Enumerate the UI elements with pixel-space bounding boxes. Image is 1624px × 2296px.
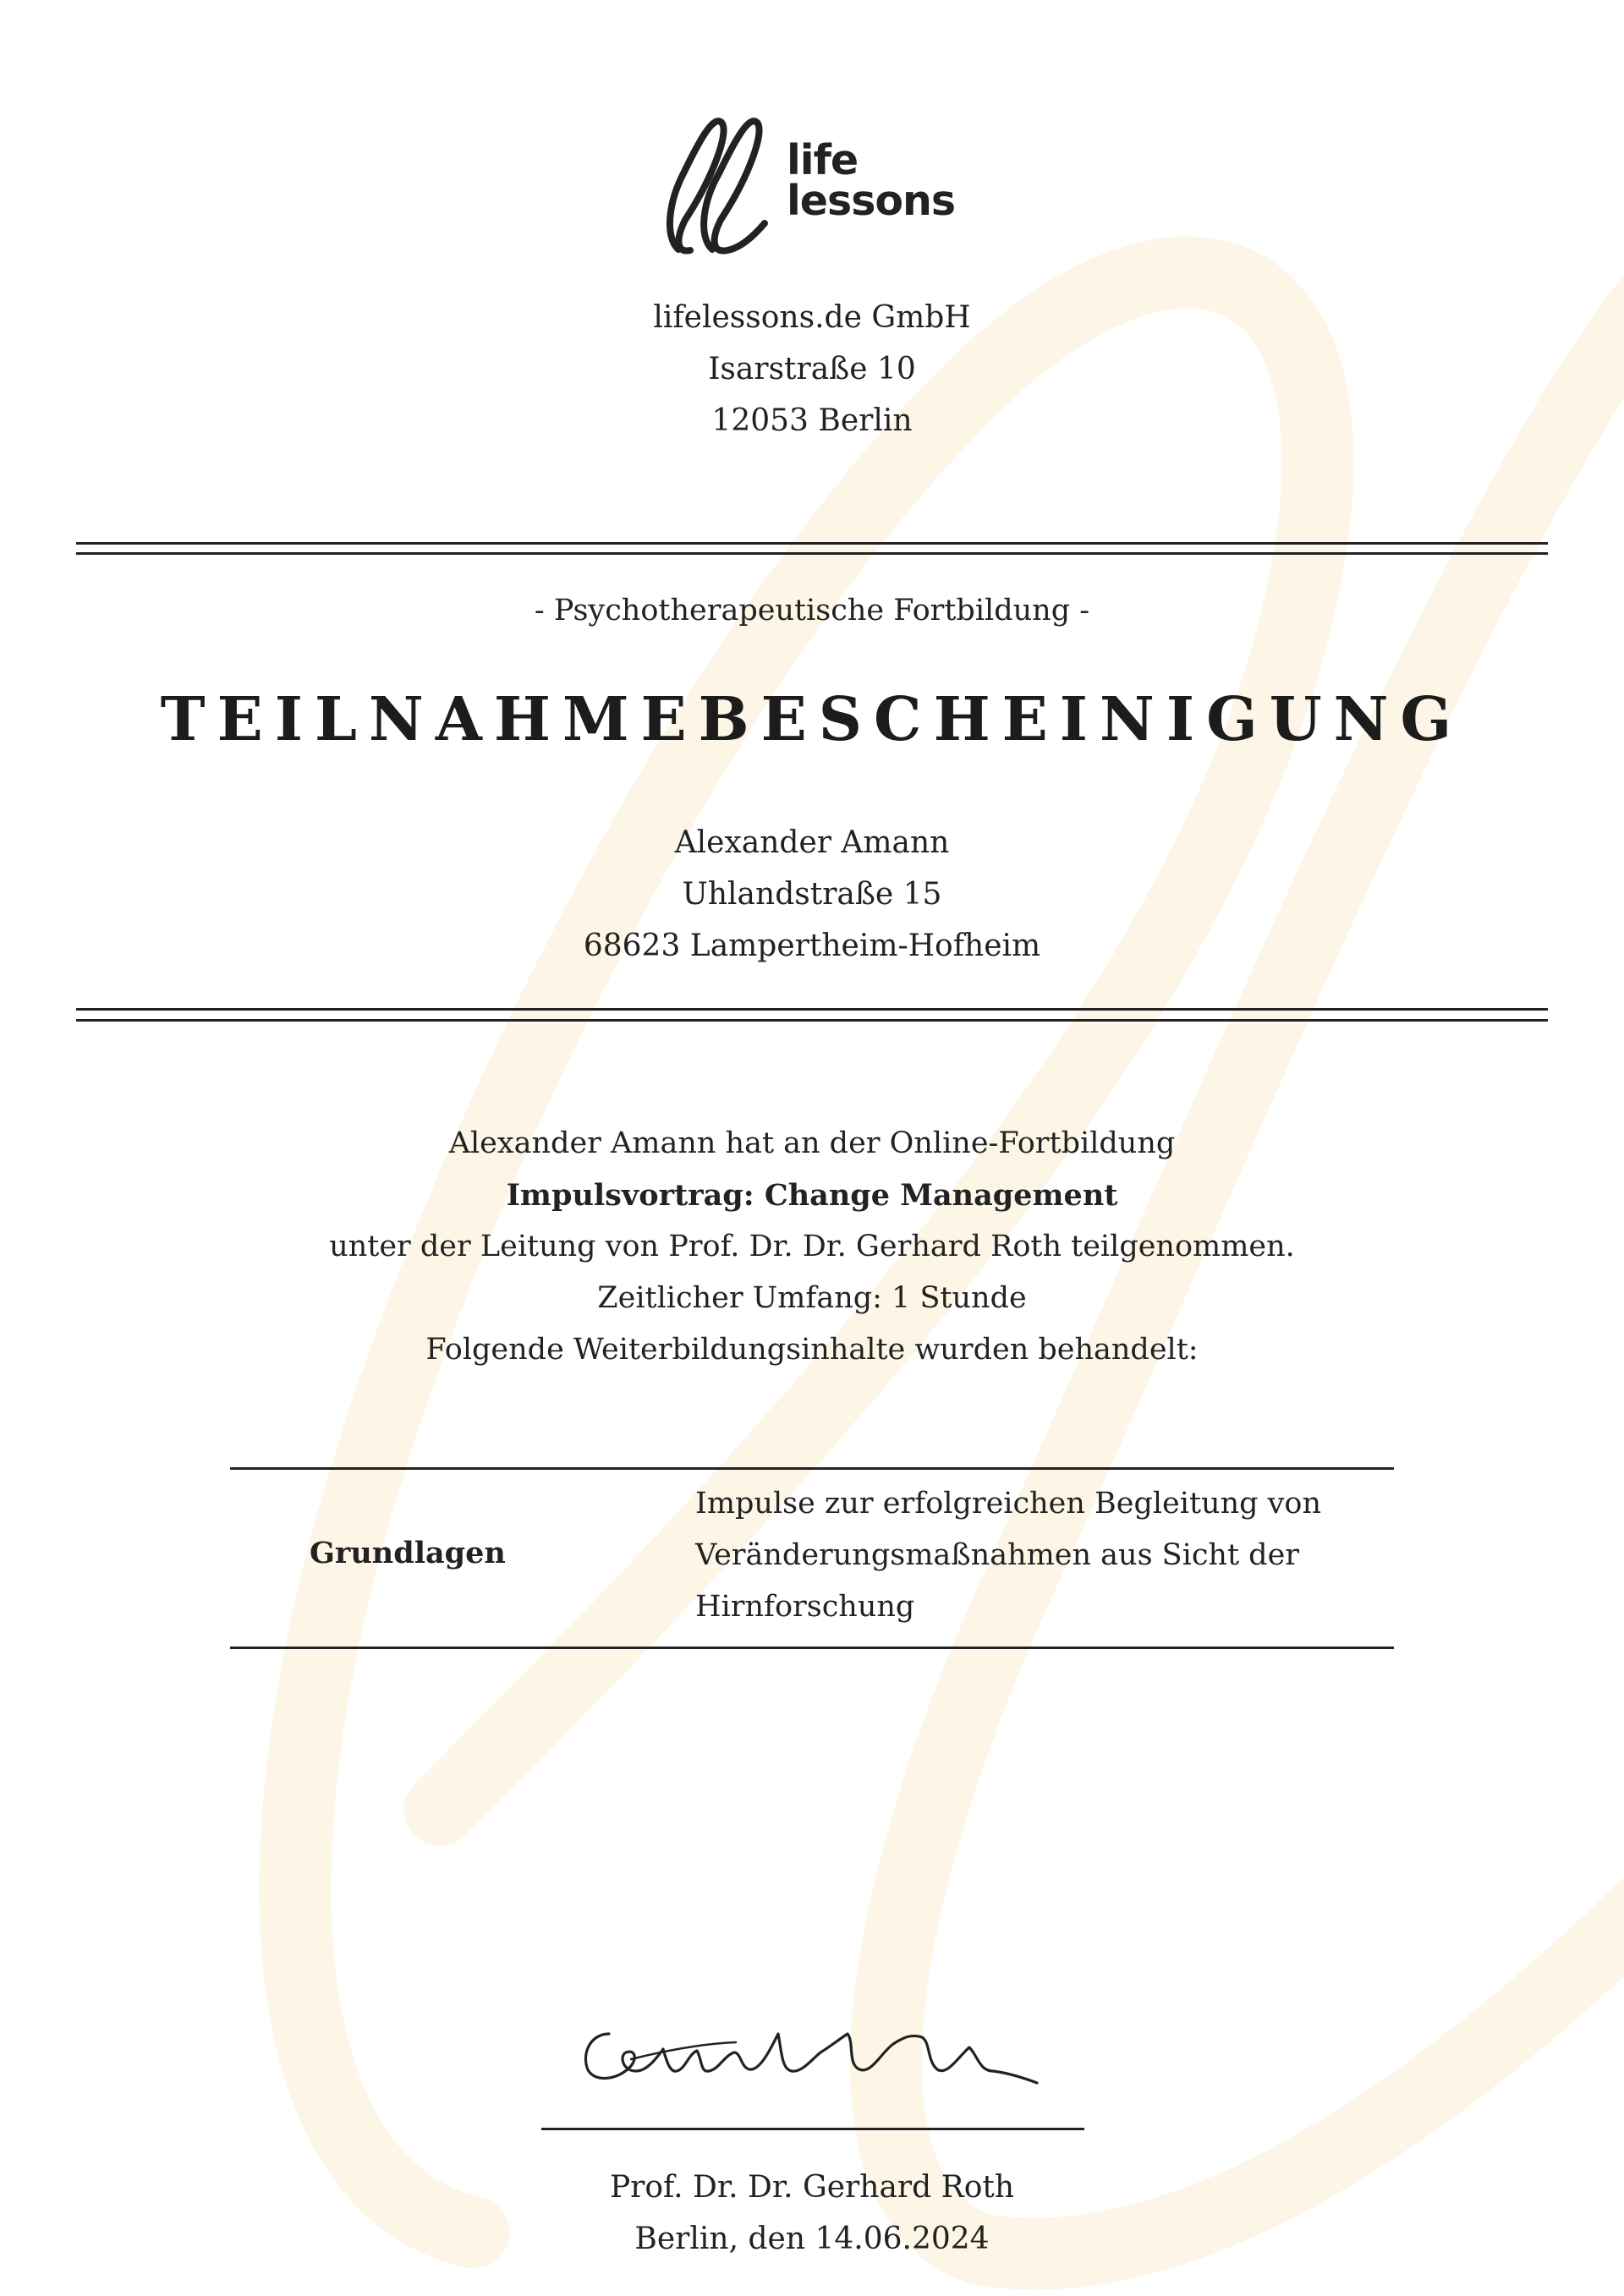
logo-word-lessons: lessons (787, 177, 956, 225)
divider-top-1 (76, 542, 1548, 545)
handwritten-signature (575, 2000, 1049, 2101)
divider-bottom-1 (76, 1008, 1548, 1011)
recipient-address (0, 817, 1624, 972)
topics-table-top-rule (230, 1467, 1394, 1470)
certificate-body (0, 1118, 1624, 1376)
topics-table-bottom-rule (230, 1647, 1394, 1649)
signer-name: Prof. Dr. Dr. Gerhard Roth (609, 2170, 1015, 2205)
divider-top-2 (76, 552, 1548, 555)
body-line-instructor: unter der Leitung von Prof. Dr. Dr. Gerhard Roth teilgenommen. (329, 1230, 1295, 1263)
issuer-name: lifelessons.de GmbH (653, 300, 971, 335)
recipient-city: 68623 Lampertheim-Hofheim (583, 929, 1041, 963)
signer-block (0, 2162, 1624, 2265)
logo-word-life: life (787, 136, 859, 184)
issuer-street: Isarstraße 10 (708, 352, 916, 386)
topic-description (695, 1478, 1372, 1633)
body-line-contents-intro: Folgende Weiterbildungsinhalte wurden behandelt: (425, 1333, 1199, 1367)
topic-description-line: Veränderungsmaßnahmen aus Sicht der (695, 1538, 1300, 1572)
body-line-participation: Alexander Amann hat an der Online-Fortbildung (448, 1126, 1176, 1160)
divider-bottom-2 (76, 1019, 1548, 1022)
signature-line (541, 2128, 1084, 2130)
topic-label: Grundlagen (310, 1536, 506, 1570)
issuer-city: 12053 Berlin (711, 403, 913, 438)
certificate-title: TEILNAHMEBESCHEINIGUNG (160, 683, 1464, 754)
recipient-street: Uhlandstraße 15 (682, 877, 942, 912)
ll-script-icon (660, 110, 787, 262)
place-date: Berlin, den 14.06.2024 (634, 2222, 990, 2256)
recipient-name: Alexander Amann (674, 825, 950, 860)
lifelessons-logo (660, 110, 964, 262)
topic-description-line: Hirnforschung (695, 1590, 915, 1624)
course-title: Impulsvortrag: Change Management (506, 1178, 1118, 1213)
body-line-duration: Zeitlicher Umfang: 1 Stunde (597, 1281, 1027, 1315)
certificate-subtitle: - Psychotherapeutische Fortbildung - (534, 594, 1090, 627)
topic-description-line: Impulse zur erfolgreichen Begleitung von (695, 1487, 1322, 1521)
logo-wordmark (787, 136, 956, 225)
issuer-address (0, 292, 1624, 447)
